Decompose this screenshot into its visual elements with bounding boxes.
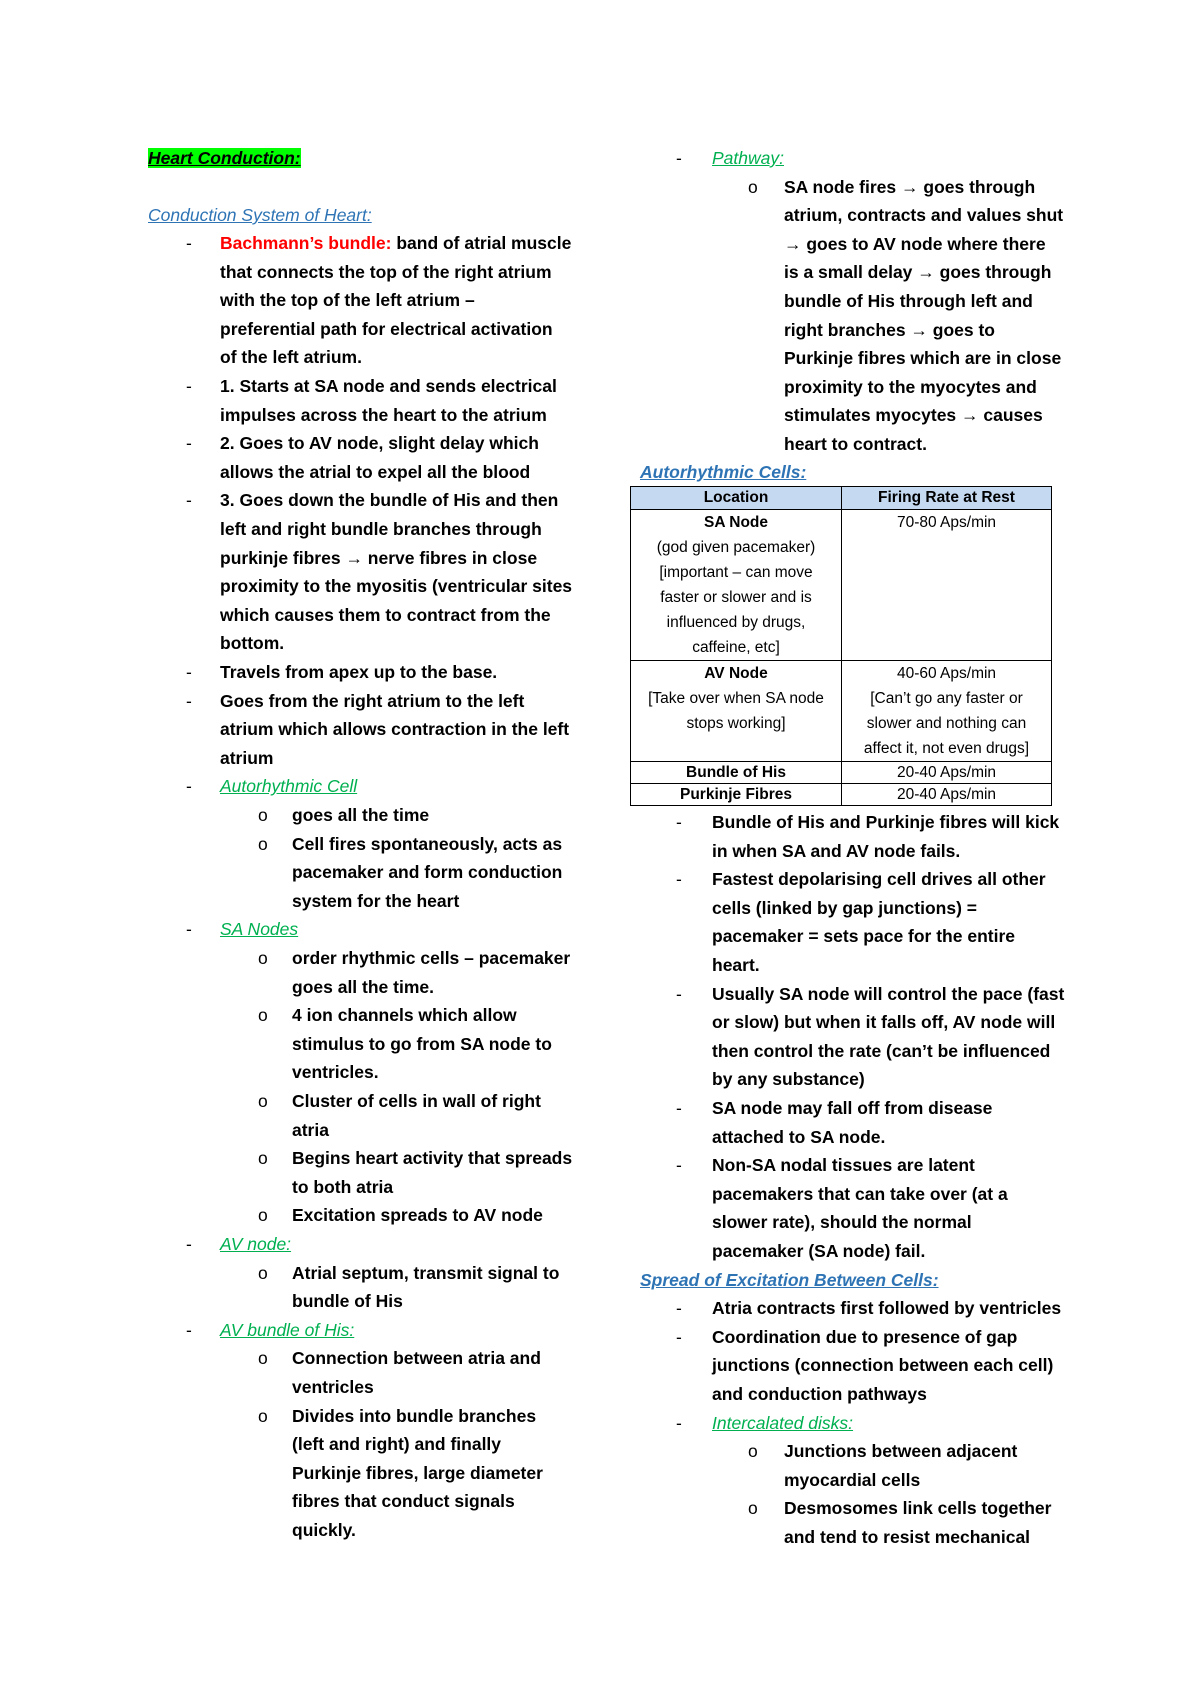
pathway-text: atrium, contracts and values shut bbox=[784, 205, 1064, 226]
autorhythmic-cell-item: Cell fires spontaneously, acts as bbox=[292, 833, 563, 854]
sa-nodes-item: goes all the time. bbox=[292, 976, 434, 997]
step-text: left and right bundle branches through bbox=[220, 519, 542, 539]
circle-bullet: o bbox=[748, 1441, 758, 1462]
pathway-text: stimulates myocytes → causes bbox=[784, 405, 1043, 426]
av-node-heading: AV node: bbox=[220, 1234, 292, 1254]
location-note: [important – can move bbox=[659, 564, 813, 581]
av-bundle-item: ventricles bbox=[292, 1377, 374, 1397]
circle-bullet: o bbox=[258, 805, 268, 825]
dash-bullet: - bbox=[676, 1298, 682, 1319]
circle-bullet: o bbox=[258, 948, 268, 968]
av-bundle-heading: AV bundle of His: bbox=[220, 1319, 355, 1340]
page-title bbox=[148, 148, 301, 168]
circle-bullet: o bbox=[258, 1262, 268, 1283]
dash-bullet: - bbox=[676, 1098, 682, 1118]
firing-rate-cell bbox=[842, 784, 1052, 806]
sa-nodes-item: to both atria bbox=[292, 1176, 394, 1197]
bachmann-text: with the top of the left atrium – bbox=[220, 290, 475, 311]
dash-bullet: - bbox=[676, 983, 682, 1004]
location-note: stops working] bbox=[686, 715, 786, 732]
autorhythmic-cell-heading: Autorhythmic Cell bbox=[220, 776, 358, 797]
rate-bullet-text: Bundle of His and Purkinje fibres will kick bbox=[712, 812, 1060, 832]
sa-nodes-item: order rhythmic cells – pacemaker bbox=[292, 948, 571, 968]
av-node-item: Atrial septum, transmit signal to bbox=[292, 1262, 560, 1283]
firing-rate-value: 20-40 Aps/min bbox=[896, 786, 997, 803]
circle-bullet: o bbox=[258, 833, 268, 854]
step-text: impulses across the heart to the atrium bbox=[220, 404, 547, 425]
bachmann-text: that connects the top of the right atrium bbox=[220, 261, 552, 282]
step-text: purkinje fibres → nerve fibres in close bbox=[220, 547, 538, 568]
location-cell bbox=[631, 661, 842, 762]
step-text: 3. Goes down the bundle of His and then bbox=[220, 490, 559, 511]
sa-nodes-item: ventricles. bbox=[292, 1062, 379, 1083]
spread-item-text: Atria contracts first followed by ventricles bbox=[712, 1298, 1062, 1319]
circle-bullet: o bbox=[258, 1091, 268, 1111]
rate-bullet-text: then control the rate (can’t be influenced bbox=[712, 1040, 1051, 1061]
spread-item-text: junctions (connection between each cell) bbox=[712, 1355, 1054, 1376]
bachmann-line: Bachmann’s bundle: band of atrial muscle bbox=[220, 233, 572, 253]
spread-item-text: Coordination due to presence of gap bbox=[712, 1326, 1018, 1347]
rate-bullet-text: pacemaker = sets pace for the entire bbox=[712, 926, 1015, 947]
pathway-text: proximity to the myocytes and bbox=[784, 376, 1037, 397]
pathway-text: Purkinje fibres which are in close bbox=[784, 348, 1062, 369]
firing-rate-value: slower and nothing can bbox=[866, 715, 1027, 732]
av-bundle-item: Divides into bundle branches bbox=[292, 1405, 537, 1426]
bachmann-text: preferential path for electrical activation bbox=[220, 318, 553, 339]
location-note: (god given pacemaker) bbox=[656, 539, 816, 556]
dash-bullet: - bbox=[186, 662, 192, 682]
location-note: caffeine, etc] bbox=[692, 639, 780, 656]
rate-bullet-text: pacemaker (SA node) fail. bbox=[712, 1241, 926, 1261]
table-row bbox=[631, 784, 1052, 806]
rate-bullet-text: or slow) but when it falls off, AV node will bbox=[712, 1012, 1056, 1033]
av-bundle-item: quickly. bbox=[292, 1520, 356, 1540]
location-name: AV Node bbox=[704, 665, 768, 682]
step-text: which causes them to contract from the bbox=[220, 604, 551, 625]
step-text: 1. Starts at SA node and sends electrical bbox=[220, 376, 557, 396]
section-heading: Conduction System of Heart: bbox=[148, 205, 372, 225]
rate-bullet-text: pacemakers that can take over (at a bbox=[712, 1183, 1008, 1204]
goes-from-text: Goes from the right atrium to the left bbox=[220, 690, 525, 711]
autorhythmic-cell-item: system for the heart bbox=[292, 890, 460, 911]
bachmann-text: of the left atrium. bbox=[220, 347, 362, 368]
rate-bullet-text: cells (linked by gap junctions) = bbox=[712, 897, 977, 918]
rate-bullet-text: heart. bbox=[712, 955, 760, 975]
goes-from-text: atrium bbox=[220, 747, 274, 768]
location-name: Purkinje Fibres bbox=[680, 786, 792, 803]
dash-bullet: - bbox=[676, 1412, 682, 1433]
dash-bullet: - bbox=[676, 1155, 682, 1176]
autorhythmic-cells-heading: Autorhythmic Cells: bbox=[640, 462, 807, 482]
location-cell bbox=[631, 762, 842, 784]
dash-bullet: - bbox=[676, 1326, 682, 1347]
circle-bullet: o bbox=[748, 176, 758, 197]
intercalated-item: Desmosomes link cells together bbox=[784, 1498, 1052, 1519]
location-note: [Take over when SA node bbox=[648, 690, 824, 707]
location-cell bbox=[631, 510, 842, 661]
table-row bbox=[631, 661, 1052, 762]
dash-bullet: - bbox=[186, 690, 192, 711]
pathway-text: SA node fires → goes through bbox=[784, 176, 1036, 197]
dash-bullet: - bbox=[186, 376, 192, 396]
rate-bullet-text: in when SA and AV node fails. bbox=[712, 840, 961, 861]
sa-nodes-item: Begins heart activity that spreads bbox=[292, 1148, 573, 1169]
step-text: proximity to the myositis (ventricular sites bbox=[220, 576, 573, 597]
sa-nodes-item: stimulus to go from SA node to bbox=[292, 1033, 552, 1054]
rate-bullet-text: Fastest depolarising cell drives all other bbox=[712, 869, 1046, 890]
dash-bullet: - bbox=[186, 776, 192, 797]
dash-bullet: - bbox=[186, 233, 192, 253]
firing-rate-value: [Can’t go any faster or bbox=[870, 690, 1023, 707]
firing-rate-cell bbox=[842, 661, 1052, 762]
location-cell bbox=[631, 784, 842, 806]
av-bundle-item: fibres that conduct signals bbox=[292, 1491, 515, 1512]
dash-bullet: - bbox=[186, 1319, 192, 1340]
rate-bullet-text: SA node may fall off from disease bbox=[712, 1098, 993, 1118]
circle-bullet: o bbox=[258, 1405, 268, 1426]
location-name: Bundle of His bbox=[686, 764, 786, 781]
dash-bullet: - bbox=[676, 812, 682, 832]
spread-heading: Spread of Excitation Between Cells: bbox=[640, 1269, 939, 1290]
page-title-text: Heart Conduction: bbox=[148, 148, 301, 168]
pathway-text: is a small delay → goes through bbox=[784, 262, 1052, 283]
circle-bullet: o bbox=[258, 1348, 268, 1369]
pathway-text: right branches → goes to bbox=[784, 319, 995, 340]
firing-rate-cell bbox=[842, 762, 1052, 784]
firing-rate-cell bbox=[842, 510, 1052, 661]
rate-bullet-text: Non-SA nodal tissues are latent bbox=[712, 1155, 975, 1176]
table-row bbox=[631, 510, 1052, 661]
location-note: influenced by drugs, bbox=[666, 614, 806, 631]
firing-rate-value: affect it, not even drugs] bbox=[863, 740, 1030, 757]
rate-bullet-text: Usually SA node will control the pace (fast bbox=[712, 983, 1065, 1004]
dash-bullet: - bbox=[676, 148, 682, 168]
spread-item-text: and conduction pathways bbox=[712, 1384, 927, 1404]
pathway-text: heart to contract. bbox=[784, 434, 927, 454]
dash-bullet: - bbox=[186, 433, 192, 454]
pathway-text: → goes to AV node where there bbox=[784, 233, 1046, 254]
circle-bullet: o bbox=[258, 1148, 268, 1169]
intercalated-item: Junctions between adjacent bbox=[784, 1441, 1018, 1462]
step-text: bottom. bbox=[220, 633, 285, 654]
sa-nodes-item: Cluster of cells in wall of right bbox=[292, 1091, 541, 1111]
firing-rate-table bbox=[630, 486, 1052, 806]
circle-bullet: o bbox=[748, 1498, 758, 1519]
pathway-text: bundle of His through left and bbox=[784, 291, 1033, 311]
circle-bullet: o bbox=[258, 1205, 268, 1226]
sa-nodes-heading: SA Nodes bbox=[220, 919, 299, 940]
dash-bullet: - bbox=[186, 919, 192, 940]
intercalated-heading: Intercalated disks: bbox=[712, 1412, 854, 1433]
header-firing-rate: Firing Rate at Rest bbox=[842, 487, 1052, 510]
dash-bullet: - bbox=[186, 1234, 192, 1254]
av-bundle-item: Connection between atria and bbox=[292, 1348, 541, 1369]
location-name: SA Node bbox=[703, 514, 768, 531]
header-location: Location bbox=[631, 487, 842, 510]
sa-nodes-item: 4 ion channels which allow bbox=[292, 1005, 517, 1026]
rate-bullet-text: by any substance) bbox=[712, 1069, 865, 1090]
intercalated-item: myocardial cells bbox=[784, 1469, 921, 1490]
autorhythmic-cell-item: pacemaker and form conduction bbox=[292, 862, 563, 883]
rate-bullet-text: attached to SA node. bbox=[712, 1126, 886, 1147]
table-row bbox=[631, 762, 1052, 784]
step-text: 2. Goes to AV node, slight delay which bbox=[220, 433, 539, 454]
av-bundle-item: Purkinje fibres, large diameter bbox=[292, 1462, 543, 1483]
pathway-heading: Pathway: bbox=[712, 148, 784, 168]
goes-from-text: atrium which allows contraction in the left bbox=[220, 719, 570, 740]
intercalated-item: and tend to resist mechanical bbox=[784, 1527, 1031, 1547]
dash-bullet: - bbox=[186, 490, 192, 511]
rate-bullet-text: slower rate), should the normal bbox=[712, 1212, 972, 1233]
location-note: faster or slower and is bbox=[660, 589, 812, 606]
circle-bullet: o bbox=[258, 1005, 268, 1026]
bachmann-term: Bachmann’s bundle: bbox=[220, 233, 397, 253]
firing-rate-value: 40-60 Aps/min bbox=[896, 665, 997, 682]
firing-rate-value: 20-40 Aps/min bbox=[896, 764, 997, 781]
sa-nodes-item: Excitation spreads to AV node bbox=[292, 1205, 543, 1226]
dash-bullet: - bbox=[676, 869, 682, 890]
av-bundle-item: (left and right) and finally bbox=[292, 1434, 502, 1455]
travels-text: Travels from apex up to the base. bbox=[220, 662, 498, 682]
autorhythmic-cell-item: goes all the time bbox=[292, 805, 430, 825]
av-node-item: bundle of His bbox=[292, 1291, 403, 1312]
step-text: allows the atrial to expel all the blood bbox=[220, 461, 531, 482]
sa-nodes-item: atria bbox=[292, 1119, 329, 1140]
firing-rate-value: 70-80 Aps/min bbox=[896, 514, 997, 531]
